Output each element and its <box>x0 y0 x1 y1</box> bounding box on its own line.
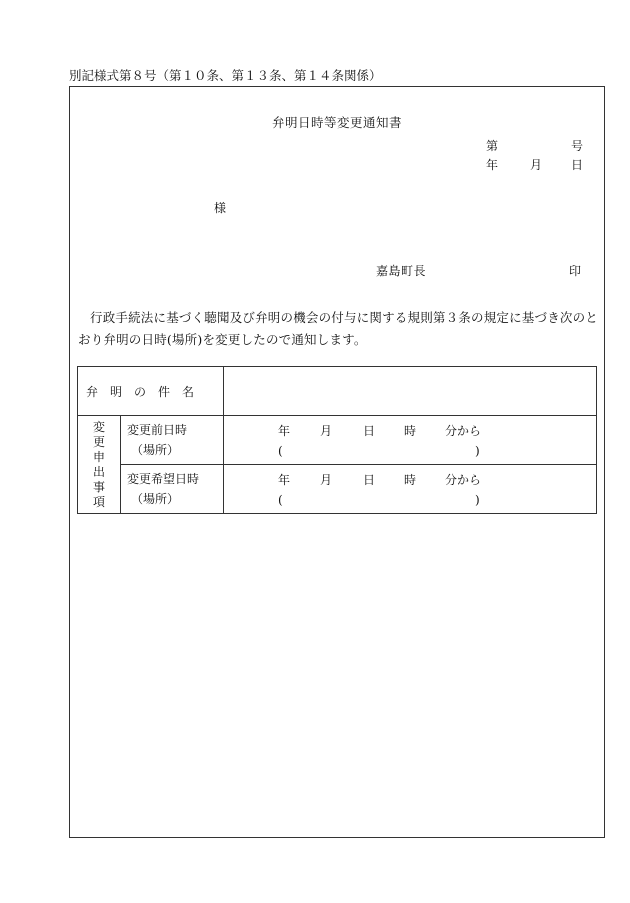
addressee-suffix: 様 <box>214 201 227 215</box>
doc-number-go: 号 <box>571 139 584 153</box>
details-table <box>77 366 597 514</box>
issuer-name: 嘉島町長 <box>376 264 427 278</box>
change-items-label: 変 更 申 出 事 項 <box>78 416 121 514</box>
item-before-change: 変更前日時 （場所） <box>121 416 224 465</box>
table-row <box>78 416 597 465</box>
dt-day: 日 <box>363 424 376 438</box>
dt-month: 月 <box>320 424 333 438</box>
dt-hour: 時 <box>404 424 417 438</box>
date-day: 日 <box>571 158 584 172</box>
table-row <box>78 465 597 514</box>
item-requested-change: 変更希望日時 （場所） <box>121 465 224 514</box>
notice-body-text: 行政手続法に基づく聴聞及び弁明の機会の付与に関する規則第３条の規定に基づき次のとおり弁明の日時(場所)を変更したので通知します。 <box>78 310 599 347</box>
place-paren-close: ) <box>475 493 480 507</box>
document-title: 弁明日時等変更通知書 <box>272 115 403 130</box>
place-paren-open: ( <box>278 444 283 458</box>
case-value <box>224 367 597 416</box>
case-label: 弁明の件名 <box>78 367 224 416</box>
before-change-datetime <box>224 416 597 465</box>
date-month: 月 <box>530 158 543 172</box>
place-paren-open: ( <box>278 493 283 507</box>
dt-hour: 時 <box>404 473 417 487</box>
dt-day: 日 <box>363 473 376 487</box>
form-number: 別記様式第８号（第１０条、第１３条、第１４条関係） <box>69 68 382 83</box>
doc-number-dai: 第 <box>486 139 499 153</box>
dt-minute-from: 分から <box>445 424 482 438</box>
case-row <box>78 367 597 416</box>
dt-year: 年 <box>278 473 291 487</box>
requested-change-datetime <box>224 465 597 514</box>
date-year: 年 <box>486 158 499 172</box>
seal-mark: 印 <box>569 264 582 278</box>
place-paren-close: ) <box>475 444 480 458</box>
dt-minute-from: 分から <box>445 473 482 487</box>
dt-month: 月 <box>320 473 333 487</box>
dt-year: 年 <box>278 424 291 438</box>
